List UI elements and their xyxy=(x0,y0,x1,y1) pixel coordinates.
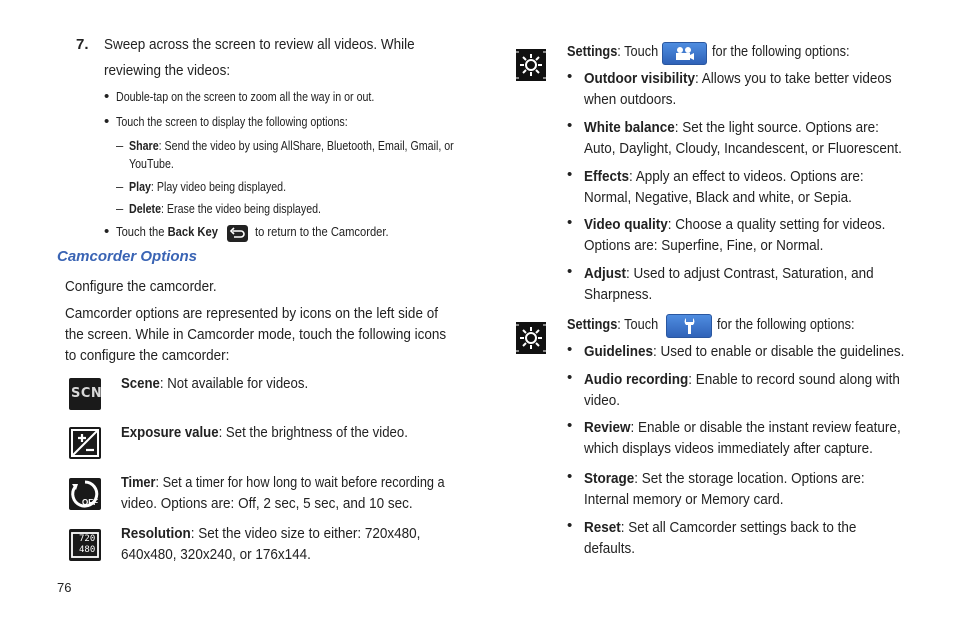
timer-desc: : Set a timer for how long to wait before recording a xyxy=(155,474,445,491)
review-desc: : Enable or disable the instant review feature, xyxy=(630,419,901,436)
vq-term: Video quality xyxy=(584,216,668,233)
exposure-value-icon xyxy=(69,427,101,459)
scene-term: Scene xyxy=(121,375,160,392)
camcorder-icon xyxy=(662,42,707,65)
settings2-text xyxy=(567,314,658,335)
audio-desc: : Enable to record sound along with xyxy=(688,371,900,388)
para-line3: to configure the camcorder: xyxy=(65,347,230,364)
option-delete xyxy=(129,200,321,218)
bullet-marker: • xyxy=(104,223,110,240)
delete-term: Delete xyxy=(129,201,162,216)
option-resolution xyxy=(121,523,420,544)
step-text-line2: reviewing the videos: xyxy=(104,62,231,79)
resolution-term: Resolution xyxy=(121,525,191,542)
option-exposure xyxy=(121,422,408,443)
audio-desc-line2: video. xyxy=(584,392,621,409)
scene-desc: : Not available for videos. xyxy=(159,375,309,392)
bullet-marker: • xyxy=(567,166,573,183)
item-white-balance xyxy=(584,117,879,138)
item-review xyxy=(584,417,901,438)
back-pre: Touch the xyxy=(116,224,168,239)
dash-marker: – xyxy=(116,201,124,216)
reset-term: Reset xyxy=(584,519,621,536)
delete-desc: : Erase the video being displayed. xyxy=(161,201,322,216)
share-desc: : Send the video by using AllShare, Bluetooth, Email, Gmail, or xyxy=(158,138,454,153)
share-term: Share xyxy=(129,138,159,153)
settings1-post: for the following options: xyxy=(712,43,850,60)
scene-mode-icon xyxy=(69,378,101,410)
vq-desc-line2: Options are: Superfine, Fine, or Normal. xyxy=(584,237,824,254)
dash-marker: – xyxy=(116,179,124,194)
bullet-marker: • xyxy=(104,113,110,130)
bullet-marker: • xyxy=(567,341,573,358)
back-post: to return to the Camcorder. xyxy=(255,224,389,239)
exposure-term: Exposure value xyxy=(121,424,219,441)
option-timer xyxy=(121,472,445,493)
item-video-quality xyxy=(584,214,885,235)
exposure-desc: : Set the brightness of the video. xyxy=(218,424,408,441)
audio-term: Audio recording xyxy=(584,371,689,388)
item-effects xyxy=(584,166,864,187)
para-line1: Camcorder options are represented by icons on the left side of xyxy=(65,305,438,322)
item-guidelines xyxy=(584,341,904,362)
section-heading: Camcorder Options xyxy=(57,248,198,265)
res-icon-top: 720 xyxy=(79,534,96,544)
timer-icon-label: OFF xyxy=(82,498,98,507)
settings2-term: Settings xyxy=(567,316,618,333)
storage-desc-line2: Internal memory or Memory card. xyxy=(584,491,784,508)
para-line2: the screen. While in Camcorder mode, touch the following icons xyxy=(65,326,447,343)
settings2-pre: : Touch xyxy=(617,316,659,333)
storage-term: Storage xyxy=(584,470,635,487)
option-scene xyxy=(121,373,308,394)
item-reset xyxy=(584,517,856,538)
bullet-marker: • xyxy=(567,117,573,134)
share-desc-line2: YouTube. xyxy=(129,156,174,171)
settings1-pre: : Touch xyxy=(617,43,659,60)
res-icon-bottom: 480 xyxy=(79,545,96,555)
reset-desc-line2: defaults. xyxy=(584,540,636,557)
bullet-marker: • xyxy=(104,88,110,105)
item-adjust xyxy=(584,263,874,284)
play-desc: : Play video being displayed. xyxy=(150,179,287,194)
outdoor-term: Outdoor visibility xyxy=(584,70,696,87)
wrench-icon xyxy=(666,314,712,338)
bullet-marker: • xyxy=(567,517,573,534)
resolution-icon xyxy=(69,529,101,561)
wb-term: White balance xyxy=(584,119,675,136)
intro-text: Configure the camcorder. xyxy=(65,278,217,295)
play-term: Play xyxy=(129,179,151,194)
review-term: Review xyxy=(584,419,631,436)
effects-term: Effects xyxy=(584,168,630,185)
guidelines-term: Guidelines xyxy=(584,343,654,360)
adjust-desc-line2: Sharpness. xyxy=(584,286,653,303)
bullet-marker: • xyxy=(567,68,573,85)
resolution-desc: : Set the video size to either: 720x480, xyxy=(190,525,421,542)
outdoor-desc: : Allows you to take better videos xyxy=(695,70,892,87)
adjust-term: Adjust xyxy=(584,265,627,282)
scene-icon-label: SCN xyxy=(71,386,103,401)
option-play xyxy=(129,178,286,196)
bullet-marker: • xyxy=(567,214,573,231)
settings1-term: Settings xyxy=(567,43,618,60)
wb-desc-line2: Auto, Daylight, Cloudy, Incandescent, or Fluorescent. xyxy=(584,140,902,157)
settings2-post: for the following options: xyxy=(717,316,855,333)
dash-marker: – xyxy=(116,138,124,153)
step-number: 7. xyxy=(76,36,89,53)
bullet-marker: • xyxy=(567,263,573,280)
back-key-term: Back Key xyxy=(167,224,218,239)
gear-icon xyxy=(516,49,546,79)
bullet-marker: • xyxy=(567,417,573,434)
wb-desc: : Set the light source. Options are: xyxy=(674,119,879,136)
timer-desc-line2: video. Options are: Off, 2 sec, 5 sec, and 10 sec. xyxy=(121,495,413,512)
page-number: 76 xyxy=(57,580,72,595)
reset-desc: : Set all Camcorder settings back to the xyxy=(620,519,857,536)
settings1-text xyxy=(567,41,658,62)
bullet-marker: • xyxy=(567,369,573,386)
bullet-double-tap: Double-tap on the screen to zoom all the way in or out. xyxy=(116,89,375,104)
item-storage xyxy=(584,468,865,489)
gear-icon xyxy=(516,322,546,352)
review-desc-line2: which displays videos immediately after capture. xyxy=(584,440,873,457)
timer-off-icon xyxy=(69,478,101,510)
adjust-desc: : Used to adjust Contrast, Saturation, and xyxy=(626,265,874,282)
guidelines-desc: : Used to enable or disable the guidelines. xyxy=(653,343,905,360)
storage-desc: : Set the storage location. Options are: xyxy=(634,470,865,487)
outdoor-desc-line2: when outdoors. xyxy=(584,91,677,108)
step-text-line1: Sweep across the screen to review all videos. While xyxy=(104,36,415,53)
effects-desc-line2: Normal, Negative, Black and white, or Sepia. xyxy=(584,189,852,206)
bullet-marker: • xyxy=(567,468,573,485)
resolution-desc-line2: 640x480, 320x240, or 176x144. xyxy=(121,546,311,563)
bullet-back-key xyxy=(116,223,218,241)
item-outdoor xyxy=(584,68,892,89)
back-key-icon xyxy=(227,225,248,242)
bullet-touch-display: Touch the screen to display the following options: xyxy=(116,114,348,129)
option-share xyxy=(129,137,454,155)
item-audio-recording xyxy=(584,369,900,390)
effects-desc: : Apply an effect to videos. Options are: xyxy=(629,168,864,185)
timer-term: Timer xyxy=(121,474,156,491)
vq-desc: : Choose a quality setting for videos. xyxy=(667,216,886,233)
